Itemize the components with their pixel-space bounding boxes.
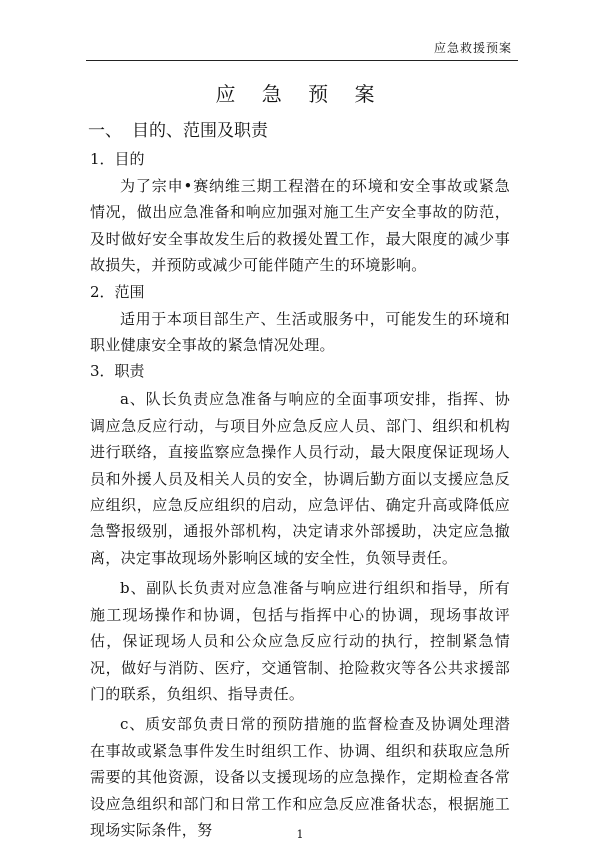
section-number: 一、: [88, 121, 122, 141]
purpose-heading: 1．目的: [90, 150, 145, 168]
duty-item-c: c、质安部负责日常的预防措施的监督检查及协调处理潜在事故或紧急事件发生时组织工作、协调、组织和获取应急所需要的其他资源，设备以支援现场的应急操作，定期检查各常设应急组织和部门和日常工作和应急反应准备状态，根据施工现场实际条件，努: [90, 715, 510, 839]
page-number: 1: [296, 828, 304, 841]
header-title: 应急救援预案: [433, 41, 512, 55]
document-title: 应 急 预 案: [215, 82, 385, 106]
duty-heading: 3．职责: [90, 362, 145, 381]
section-title: 目的、范围及职责: [132, 121, 268, 141]
section-heading: [88, 116, 268, 141]
duty-item-b: b、副队长负责对应急准备与响应进行组织和指导，所有施工现场操作和协调，包括与指挥中心的协调，现场事故评估，保证现场人员和公众应急反应行动的执行，控制紧急情况，做好与消防、医疗，交通管制、抢险救灾等各公共求援部门的联系，负组织、指导责任。: [90, 579, 510, 703]
purpose-paragraph: 为了宗申•赛纳维三期工程潜在的环境和安全事故或紧急情况，做出应急准备和响应加强对施工生产安全事故的防范，及时做好安全事故发生后的救援处置工作，最大限度的减少事故损失，并预防或减少可能伴随产生的环境影响。: [90, 177, 510, 275]
header-rule: [86, 60, 518, 61]
duty-item-a: a、队长负责应急准备与响应的全面事项安排，指挥、协调应急反应行动，与项目外应急反应人员、部门、组织和机构进行联络，直接监察应急操作人员行动，最大限度保证现场人员和外援人员及相关人员的安全，协调后勤方面以支援应急反应组织，应急反应组织的启动，应急评估、确定升高或降低应急警报级别，通报外部机构，决定请求外部援助，决定应急撤离，决定事故现场外影响区域的安全性，负领导责任。: [90, 390, 510, 567]
document-body: [90, 148, 510, 843]
scope-heading: 2．范围: [90, 282, 145, 301]
scope-paragraph: 适用于本项目部生产、生活或服务中，可能发生的环境和职业健康安全事故的紧急情况处理。: [90, 309, 510, 355]
